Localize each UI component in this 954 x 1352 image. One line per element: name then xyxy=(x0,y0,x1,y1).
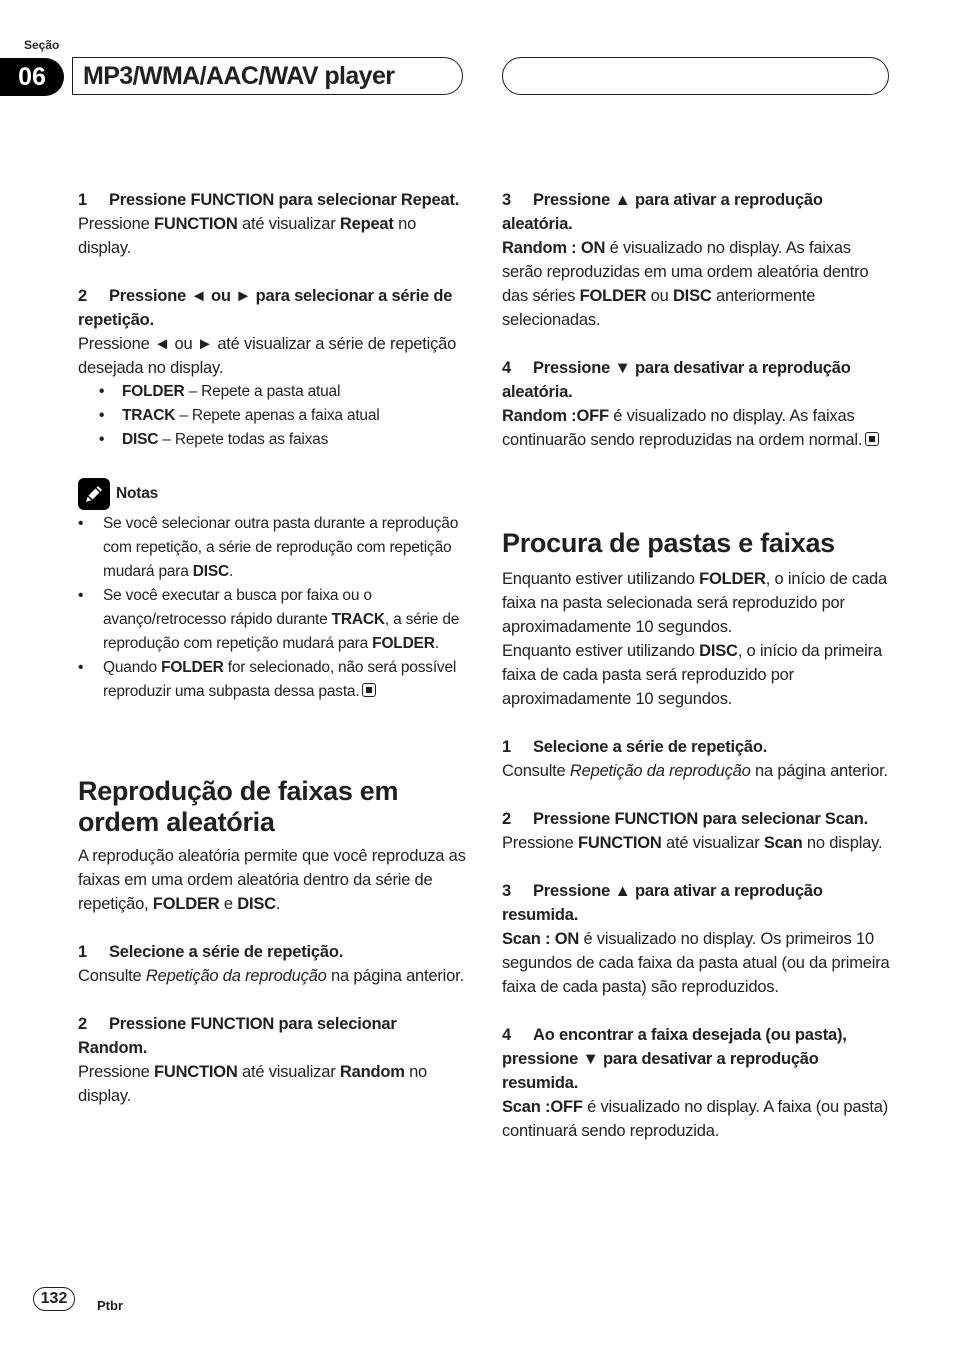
step-heading: 1 Pressione FUNCTION para selecionar Repeat. xyxy=(78,191,460,209)
section-intro: Enquanto estiver utilizando DISC, o início da primeira faixa de cada pasta será reproduzido por aproximadamente 10 segundos. xyxy=(502,642,882,708)
step-body: Random :OFF é visualizado no display. As faixas continuarão sendo reproduzidas na ordem normal. xyxy=(502,404,890,452)
pencil-note-icon xyxy=(78,478,110,510)
language-code: Ptbr xyxy=(97,1298,123,1313)
section-label: Seção xyxy=(24,38,60,52)
step-body: Scan : ON é visualizado no display. Os primeiros 10 segundos de cada faixa da pasta atual (ou da primeira faixa de cada pasta) são reproduzidos. xyxy=(502,930,890,996)
step-heading: 1 Selecione a série de repetição. xyxy=(502,738,768,756)
step-heading: 2 Pressione FUNCTION para selecionar Scan. xyxy=(502,810,868,828)
step-body: Pressione ◄ ou ► até visualizar a série de repetição desejada no display. xyxy=(78,335,457,377)
note-item: • Se você executar a busca por faixa ou o avanço/retrocesso rápido durante TRACK, a série de reprodução com repetição mudará para FOLDER. xyxy=(103,584,466,656)
end-of-section-icon xyxy=(362,683,376,697)
step-heading: 4 Ao encontrar a faixa desejada (ou pasta), pressione ▼ para desativar a reprodução resumida. xyxy=(502,1026,847,1092)
header-empty-box xyxy=(502,57,889,95)
step-body: Pressione FUNCTION até visualizar Random no display. xyxy=(78,1063,428,1105)
step-body: Pressione FUNCTION até visualizar Scan no display. xyxy=(502,834,883,852)
step-body: Consulte Repetição da reprodução na página anterior. xyxy=(78,967,464,985)
step-body: Random : ON é visualizado no display. As faixas serão reproduzidas em uma ordem aleatória dentro das séries FOLDER ou DISC anteriormente selecionadas. xyxy=(502,239,869,329)
section-intro: A reprodução aleatória permite que você reproduza as faixas em uma ordem aleatória dentro da série de repetição, FOLDER e DISC. xyxy=(78,847,466,913)
list-item: • DISC – Repete todas as faixas xyxy=(122,428,466,452)
repeat-range-list xyxy=(78,380,466,452)
chapter-title-text: MP3/WMA/AAC/WAV player xyxy=(83,61,395,90)
section-heading: Reprodução de faixas em ordem aleatória xyxy=(78,776,399,837)
chapter-title xyxy=(72,57,463,95)
step-heading: 3 Pressione ▲ para ativar a reprodução resumida. xyxy=(502,882,823,924)
step-body: Scan :OFF é visualizado no display. A faixa (ou pasta) continuará sendo reproduzida. xyxy=(502,1098,889,1140)
step-heading: 4 Pressione ▼ para desativar a reprodução aleatória. xyxy=(502,359,851,401)
notes-header xyxy=(78,476,466,512)
notes-title: Notas xyxy=(116,485,159,502)
section-heading: Procura de pastas e faixas xyxy=(502,528,835,558)
end-of-section-icon xyxy=(865,432,879,446)
step-body: Consulte Repetição da reprodução na página anterior. xyxy=(502,762,888,780)
list-item: • TRACK – Repete apenas a faixa atual xyxy=(122,404,466,428)
step-body: Pressione FUNCTION até visualizar Repeat no display. xyxy=(78,215,417,257)
note-item: • Quando FOLDER for selecionado, não será possível reproduzir uma subpasta dessa pasta. xyxy=(103,656,466,704)
step-heading: 1 Selecione a série de repetição. xyxy=(78,943,344,961)
section-number-badge: 06 xyxy=(0,58,64,96)
right-column xyxy=(502,188,890,1143)
list-item: • FOLDER – Repete a pasta atual xyxy=(122,380,466,404)
step-heading: 2 Pressione FUNCTION para selecionar Random. xyxy=(78,1015,397,1057)
page-number: 132 xyxy=(33,1287,75,1311)
note-item: • Se você selecionar outra pasta durante a reprodução com repetição, a série de reprodução com repetição mudará para DISC. xyxy=(103,512,466,584)
step-heading: 2 Pressione ◄ ou ► para selecionar a série de repetição. xyxy=(78,287,453,329)
notes-list xyxy=(78,512,466,704)
left-column xyxy=(78,188,466,1108)
section-intro: Enquanto estiver utilizando FOLDER, o início de cada faixa na pasta selecionada será reproduzido por aproximadamente 10 segundos. xyxy=(502,570,887,636)
step-heading: 3 Pressione ▲ para ativar a reprodução aleatória. xyxy=(502,191,823,233)
